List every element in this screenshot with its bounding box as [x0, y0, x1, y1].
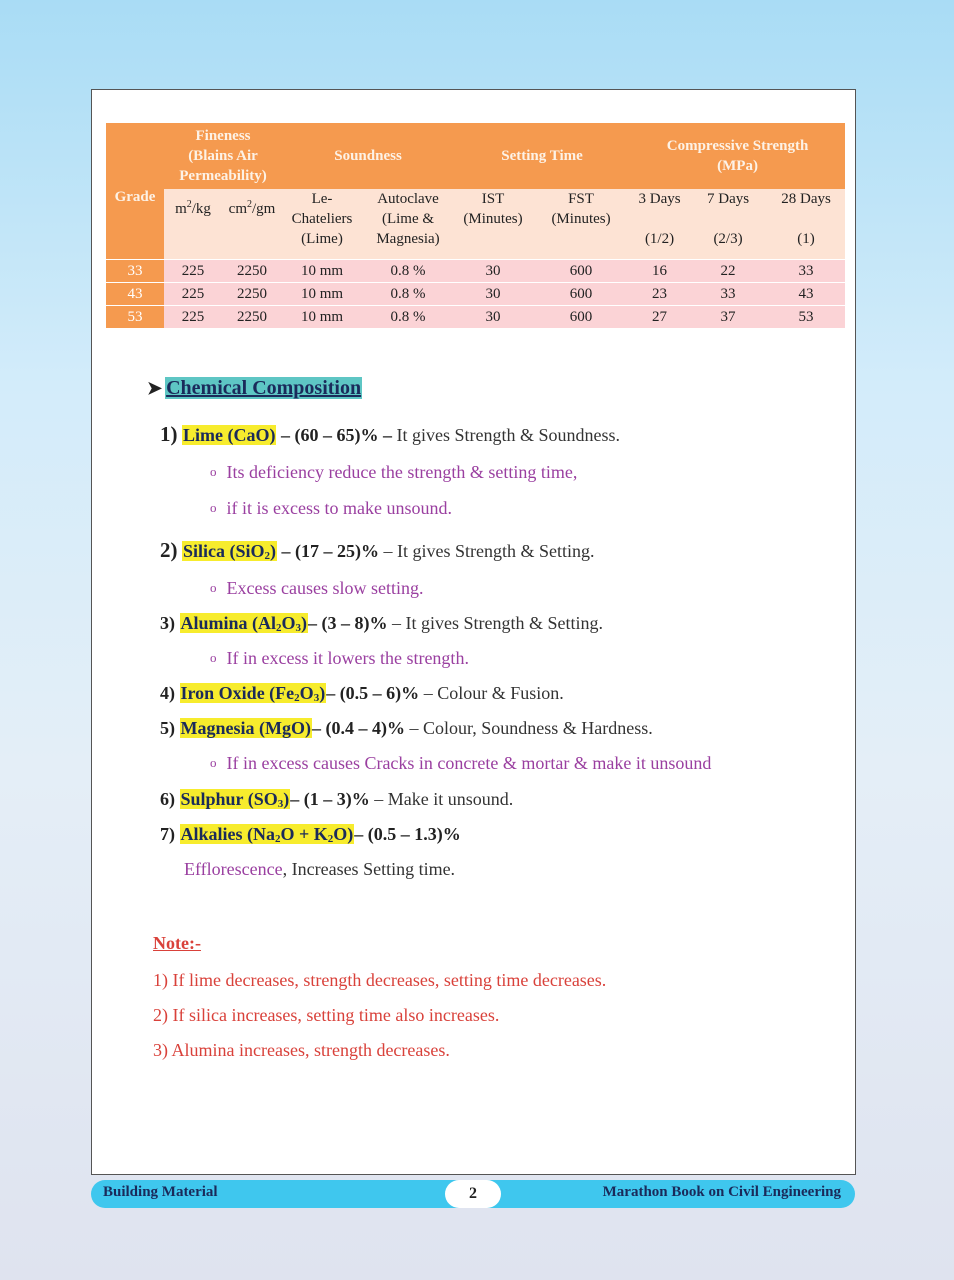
fineness-header: [164, 123, 282, 189]
note-line: 1) If lime decreases, strength decreases, setting time decreases.: [153, 970, 607, 990]
compressive-line-2: (MPa): [717, 158, 758, 174]
note-title: Note:-: [153, 933, 201, 953]
circle-bullet-icon: o: [210, 755, 217, 770]
table-subheader-row: [106, 189, 845, 260]
7-days-header: 7 Days (2/3): [689, 189, 767, 260]
table-row: 33 225 2250 10 mm 0.8 % 30 600 16 22 33: [106, 260, 845, 283]
table-row: 43 225 2250 10 mm 0.8 % 30 600 23 33 43: [106, 283, 845, 306]
circle-bullet-icon: o: [210, 650, 217, 665]
setting-time-label: Setting Time: [501, 148, 583, 164]
3-days-header: 3 Days (1/2): [630, 189, 689, 260]
item-silica: 2) Silica (SiO$_2$) – (17 – 25)% – It gives Strength & Setting.: [160, 538, 595, 562]
list-item: o Excess causes slow setting.: [210, 578, 424, 598]
arrow-bullet-icon: ➤: [147, 378, 163, 398]
page-sheet: [91, 89, 856, 1175]
list-item: o if it is excess to make unsound.: [210, 498, 452, 518]
section-title: Chemical Composition: [166, 377, 362, 399]
fineness-line-3: Permeability): [179, 168, 267, 184]
footer-subject: Building Material: [103, 1184, 218, 1200]
m2kg-header: $m^2/kg$: [164, 189, 222, 260]
le-chateliers-header: Le- Chateliers (Lime): [282, 189, 362, 260]
cm2gm-header: $cm^2/gm$: [222, 189, 282, 260]
soundness-header: [282, 123, 454, 189]
footer-book-title: Marathon Book on Civil Engineering: [602, 1184, 841, 1200]
fst-header: FST (Minutes): [532, 189, 630, 260]
item-magnesia: 5) Magnesia (MgO)– (0.4 – 4)% – Colour, Soundness & Hardness.: [160, 718, 653, 738]
footer-bar: [91, 1180, 855, 1208]
fineness-line-2: (Blains Air: [188, 148, 258, 164]
note-line: 3) Alumina increases, strength decreases.: [153, 1040, 450, 1060]
setting-time-header: [454, 123, 630, 189]
item-alumina: 3) Alumina $(Al_2O_3)-$ (3 – 8)% – It gives Strength & Setting.: [160, 613, 604, 634]
compressive-line-1: Compressive Strength: [666, 138, 809, 154]
section-heading: [147, 377, 362, 400]
cement-properties-table: [106, 123, 845, 328]
item-alkalies: 7) Alkalies $(Na_2O + K_2O)-$ (0.5 – 1.3)%: [160, 824, 461, 845]
grade-header: [106, 123, 164, 260]
list-item: o If in excess causes Cracks in concrete & mortar & make it unsound: [210, 753, 712, 773]
circle-bullet-icon: o: [210, 500, 217, 515]
circle-bullet-icon: o: [210, 580, 217, 595]
item-iron-oxide: 4) Iron Oxide $(Fe_2O_3)-$ (0.5 – 6)% – Colour & Fusion.: [160, 683, 564, 704]
page-number: 2: [445, 1180, 501, 1208]
item-lime: 1) Lime (CaO) – (60 – 65)% – It gives Strength & Soundness.: [160, 422, 620, 446]
ist-header: IST (Minutes): [454, 189, 532, 260]
soundness-label: Soundness: [334, 148, 402, 164]
circle-bullet-icon: o: [210, 464, 217, 479]
note-line: 2) If silica increases, setting time also increases.: [153, 1005, 500, 1025]
grade-header-label: Grade: [114, 189, 156, 205]
fineness-line-1: Fineness: [195, 128, 251, 144]
autoclave-header: Autoclave (Lime & Magnesia): [362, 189, 454, 260]
item-sulphur: 6) Sulphur $(SO_3)-$ (1 – 3)% – Make it unsound.: [160, 789, 514, 810]
table-row: 53 225 2250 10 mm 0.8 % 30 600 27 37 53: [106, 306, 845, 329]
28-days-header: 28 Days (1): [767, 189, 845, 260]
compressive-strength-header: [630, 123, 845, 189]
table-header-row: [106, 123, 845, 189]
alkalies-effects: Efflorescence, Increases Setting time.: [184, 859, 456, 879]
list-item: o Its deficiency reduce the strength & setting time,: [210, 462, 578, 482]
list-item: o If in excess it lowers the strength.: [210, 648, 469, 668]
